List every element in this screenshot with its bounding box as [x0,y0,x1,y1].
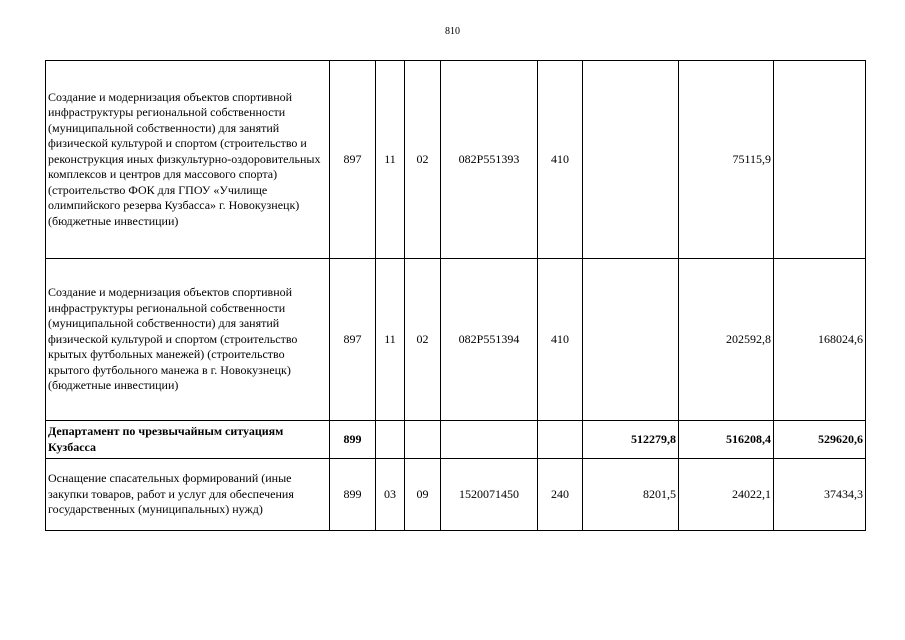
expense-type-code: 410 [538,61,583,259]
section-code: 11 [376,61,405,259]
department-name: Департамент по чрезвычайным ситуациям Кузбасса [46,421,330,459]
ministry-code: 899 [330,459,376,531]
subsection-code: 02 [405,61,441,259]
amount-year-1: 8201,5 [583,459,679,531]
ministry-code: 897 [330,61,376,259]
table-row [46,459,866,531]
subsection-code: 02 [405,259,441,421]
amount-year-2: 24022,1 [679,459,774,531]
expense-type-code [538,421,583,459]
amount-year-1 [583,61,679,259]
ministry-code: 899 [330,421,376,459]
target-article-code [441,421,538,459]
section-code: 03 [376,459,405,531]
budget-table [45,60,866,531]
target-article-code: 082P551393 [441,61,538,259]
section-code: 11 [376,259,405,421]
row-name: Создание и модернизация объектов спортивной инфраструктуры региональной собственности (муниципальной собственности) для занятий физической культурой и спортом (строительство крытых футбольных манежей) (строительство крытого футбольного манежа в г. Новокузнецк) (бюджетные инвестиции) [46,259,330,421]
row-name: Оснащение спасательных формирований (иные закупки товаров, работ и услуг для обеспечения государственных (муниципальных) нужд) [46,459,330,531]
target-article-code: 082P551394 [441,259,538,421]
amount-year-3 [774,61,866,259]
amount-year-3: 529620,6 [774,421,866,459]
expense-type-code: 410 [538,259,583,421]
amount-year-3: 37434,3 [774,459,866,531]
table-row-department [46,421,866,459]
page-number: 810 [445,26,460,37]
ministry-code: 897 [330,259,376,421]
subsection-code: 09 [405,459,441,531]
amount-year-3: 168024,6 [774,259,866,421]
table-row [46,61,866,259]
amount-year-1: 512279,8 [583,421,679,459]
table-row [46,259,866,421]
amount-year-2: 75115,9 [679,61,774,259]
row-name: Создание и модернизация объектов спортивной инфраструктуры региональной собственности (муниципальной собственности) для занятий физической культурой и спортом (строительство и реконструкция иных физкультурно-оздоровительных комплексов и центров для массового спорта) (строительство ФОК для ГПОУ «Училище олимпийского резерва Кузбасса» г. Новокузнецк) (бюджетные инвестиции) [46,61,330,259]
subsection-code [405,421,441,459]
target-article-code: 1520071450 [441,459,538,531]
expense-type-code: 240 [538,459,583,531]
section-code [376,421,405,459]
amount-year-2: 202592,8 [679,259,774,421]
amount-year-1 [583,259,679,421]
amount-year-2: 516208,4 [679,421,774,459]
